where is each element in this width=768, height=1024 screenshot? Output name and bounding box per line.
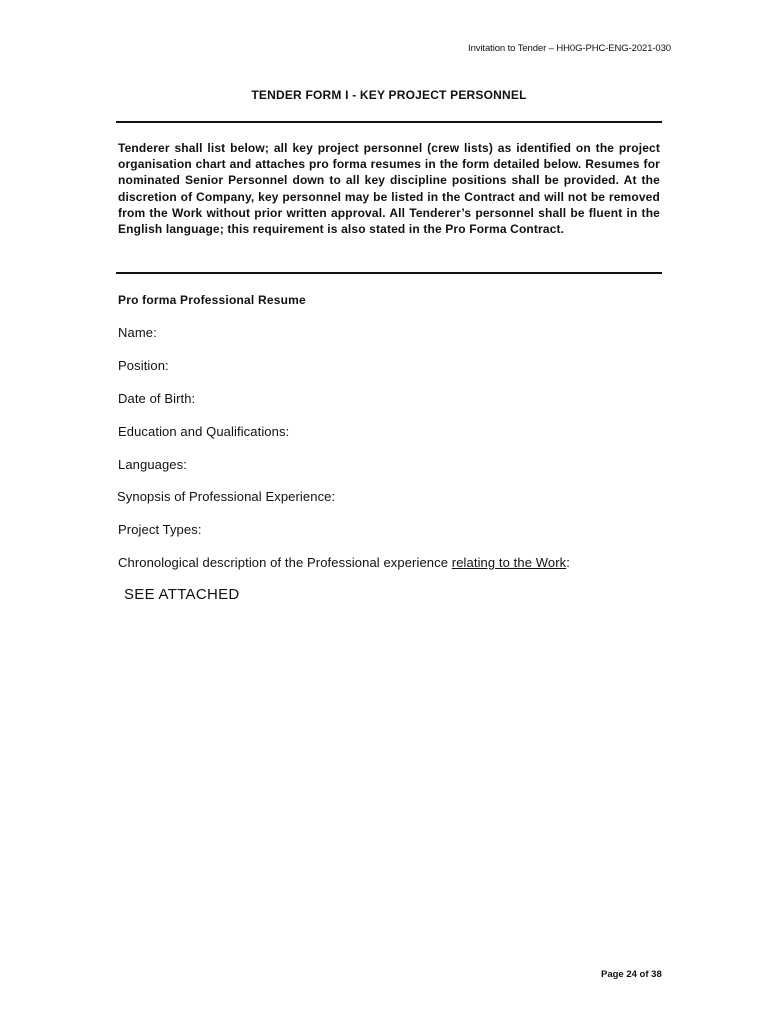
project-types-label: Project Types:	[118, 522, 202, 537]
intro-paragraph: Tenderer shall list below; all key project personnel (crew lists) as identified on the project organisation chart and attaches pro forma resumes in the form detailed below. Resumes for nominated Senior Personnel down to all key discipline positions shall be provided. At the discretion of Company, key personnel may be listed in the Contract and will not be removed from the Work without prior written approval. All Tenderer’s personnel shall be fluent in the English language; this requirement is also stated in the Pro Forma Contract.	[118, 141, 660, 237]
chronological-suffix: :	[566, 555, 570, 570]
document-reference: Invitation to Tender – HH0G-PHC-ENG-2021-030	[468, 43, 671, 54]
bottom-divider	[116, 272, 662, 274]
position-label: Position:	[118, 358, 169, 373]
see-attached-note: SEE ATTACHED	[124, 586, 240, 603]
chronological-description-label	[118, 555, 570, 570]
page-title: TENDER FORM I - KEY PROJECT PERSONNEL	[251, 88, 527, 102]
languages-label: Languages:	[118, 457, 187, 472]
name-label: Name:	[118, 325, 157, 340]
synopsis-label: Synopsis of Professional Experience:	[117, 489, 336, 504]
relating-to-work-text: relating to the Work	[451, 555, 567, 570]
resume-heading: Pro forma Professional Resume	[118, 293, 306, 307]
date-of-birth-label: Date of Birth:	[118, 391, 196, 406]
education-label: Education and Qualifications:	[118, 424, 290, 439]
top-divider	[116, 121, 662, 123]
page-number: Page 24 of 38	[601, 969, 662, 980]
chronological-prefix: Chronological description of the Professional experience	[118, 555, 452, 570]
